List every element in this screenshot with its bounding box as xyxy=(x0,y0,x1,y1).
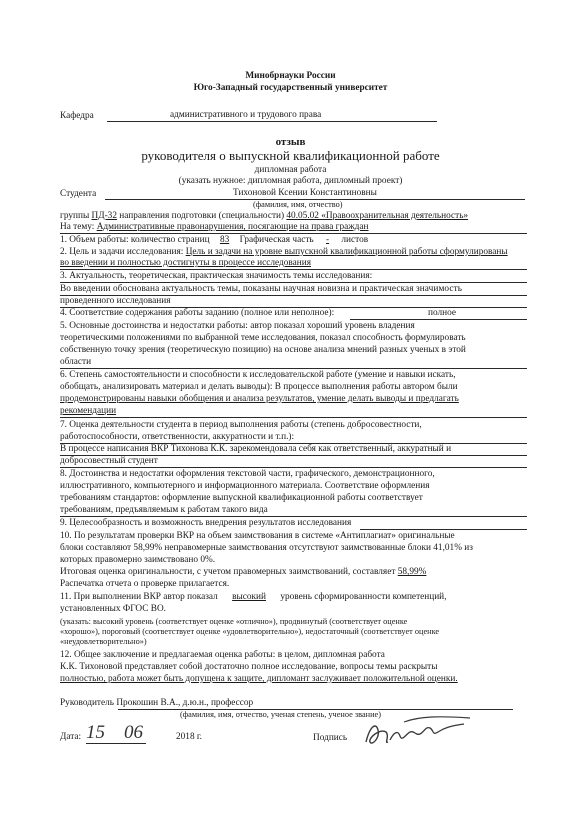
item-10-text-5: Распечатка отчета о проверке прилагается. xyxy=(60,579,230,589)
item-8-text-3: требованиям стандартов: оформление выпускной квалификационной работы соответствует xyxy=(60,493,423,503)
item-7-underline-2 xyxy=(60,467,527,468)
item-7-text-1: 7. Оценка деятельности студента в период выполнения работы (степень добросовестности, xyxy=(60,420,422,430)
department-value: административного и трудового права xyxy=(170,110,322,120)
topic-line xyxy=(60,222,369,233)
item-7-text-4: добросовестный студент xyxy=(60,456,158,466)
originality-percent: 58,99% xyxy=(397,567,427,577)
item-11-note-1: (указать: высокий уровень (соответствует оценке «отлично»), продвинутый (соответствует оценке xyxy=(60,617,408,626)
topic-value: Административные правонарушения, посягающие на права граждан xyxy=(96,222,369,232)
item-10-text-3: которых правомерно заимствовано 0%. xyxy=(60,555,216,565)
item-2-label: 2. Цель и задачи исследования: xyxy=(60,247,184,257)
item-6-text-4: рекомендации xyxy=(60,406,117,416)
handwritten-signature xyxy=(360,712,480,754)
supervisor-hint: (фамилия, имя, отчество, ученая степень, ученое звание) xyxy=(180,710,381,719)
item-2-underline xyxy=(60,269,527,270)
supervisor-line xyxy=(60,698,253,709)
item-11-note-3: «неудовлетворительно») xyxy=(60,637,147,646)
department-label: Кафедра xyxy=(60,111,94,121)
item-11-label: 11. При выполнении ВКР автор показал xyxy=(60,592,218,602)
item-1-graphics-label: Графическая часть xyxy=(239,235,314,245)
work-type-hint: (указать нужное: дипломная работа, дипломный проект) xyxy=(178,176,403,186)
item-8-text-4: требованиям, предъявляемым к работам такого вида xyxy=(60,505,268,515)
item-12-text-3: полностью, работа может быть допущена к защите, дипломант заслуживает положительной оценки. xyxy=(60,674,458,684)
item-8-underline xyxy=(60,516,527,517)
item-12-text-2: К.К. Тихоновой представляет собой достаточно полное исследование, вопросы темы раскрыты xyxy=(60,662,438,672)
item-10-text-2: блоки составляют 58,99% неправомерные заимствования отсутствуют заимствованные блоки 41,01% из xyxy=(60,543,473,553)
department-underline xyxy=(107,121,437,122)
item-10-text-4 xyxy=(60,567,426,578)
item-6-text-2: обобщать, анализировать материал и делать выводы): В процессе выполнения работы автором были xyxy=(60,382,458,392)
supervisor-label: Руководитель xyxy=(60,698,114,708)
specialty-label: направления подготовки (специальности) xyxy=(119,211,285,221)
topic-label: На тему: xyxy=(60,222,95,232)
document-title: отзыв xyxy=(275,136,306,148)
item-11-note-2: «хорошо»), пороговый (соответствует оценке «удовлетворительно»), недостаточный (соответствует оценке xyxy=(60,627,440,636)
item-3-text-1: Во введении обоснована актуальность темы, показаны научная новизна и практическая значимость xyxy=(60,284,463,294)
topic-underline xyxy=(60,233,527,234)
specialty-value: 40.05.02 «Правоохранительная деятельность» xyxy=(286,211,469,221)
item-3-text-2: проведенного исследования xyxy=(60,296,171,306)
document-subtitle: руководителя о выпускной квалификационной работе xyxy=(141,148,440,163)
item-11-label-end: уровень сформированности компетенций, xyxy=(280,592,447,602)
group-value: ПД-32 xyxy=(91,211,117,221)
item-6-text-1: 6. Степень самостоятельности и способности к исследовательской работе (умение и навыки искать, xyxy=(60,370,456,380)
item-4-underline xyxy=(350,319,527,320)
work-type: дипломная работа xyxy=(254,165,327,175)
item-2-text-1: Цель и задачи на уровне выпускной квалификационной работы сформулированы xyxy=(185,247,508,257)
date-underline xyxy=(86,743,146,744)
item-3-heading: 3. Актуальность, теоретическая, практическая значимость темы исследования: xyxy=(60,271,373,281)
page-count: 83 xyxy=(219,235,230,245)
item-3-underline-0 xyxy=(60,282,527,283)
date-day: 15 xyxy=(86,722,105,743)
item-1-label: 1. Объем работы: количество страниц xyxy=(60,235,210,245)
group-label: группы xyxy=(60,211,90,221)
date-label: Дата: xyxy=(60,732,82,742)
item-6-underline xyxy=(60,417,527,418)
date-month: 06 xyxy=(124,722,143,743)
item-6-text-3: продемонстрированы навыки обобщения и анализа результатов, умение делать выводы и предлагать xyxy=(60,394,459,404)
ministry-header: Минобрнауки России xyxy=(245,71,336,81)
originality-label: Итоговая оценка оригинальности, с учетом правомерных заимствований, составляет xyxy=(60,567,396,577)
item-7-text-2: работоспособности, ответственности, аккуратности и т.п.): xyxy=(60,432,295,442)
item-9-underline xyxy=(360,529,527,530)
item-5-text-4: области xyxy=(60,357,92,367)
item-7-text-3: В процессе написания ВКР Тихонова К.К. зарекомендовала себя как ответственный, аккуратный и xyxy=(60,444,452,454)
supervisor-value: Прокошин В.А., д.ю.н., профессор xyxy=(116,698,254,708)
signature-label: Подпись xyxy=(313,733,348,743)
item-5-text-3: собственную точку зрения (теоретическую позицию) на основе анализа мнений разных ученых в этой xyxy=(60,345,466,355)
item-2-text-2: во введении и полностью достигнуты в процессе исследования xyxy=(60,258,311,268)
item-2 xyxy=(60,247,508,258)
item-5-text-2: теоретическими положениями по выбранной теме исследования, показал способность формулировать xyxy=(60,333,466,343)
item-9-text: 9. Целесообразность и возможность внедрения результатов исследования xyxy=(60,518,352,528)
item-11-text-2: установленных ФГОС ВО. xyxy=(60,604,166,614)
item-1-sheets: листов xyxy=(341,235,369,245)
item-5-text-1: 5. Основные достоинства и недостатки работы: автор показал хороший уровень владения xyxy=(60,321,415,331)
group-line xyxy=(60,211,468,222)
item-8-text-2: иллюстративного, компьютерного и информационного материала. Соответствие оформления xyxy=(60,481,430,491)
student-name: Тихоновой Ксении Константиновны xyxy=(233,188,377,198)
item-1 xyxy=(60,235,368,246)
date-year: 2018 г. xyxy=(176,732,203,742)
item-4-label: 4. Соответствие содержания работы заданию (полное или неполное): xyxy=(60,308,335,318)
item-4-value: полное xyxy=(428,308,457,318)
item-11-text-1 xyxy=(60,592,446,603)
item-5-underline xyxy=(60,368,527,369)
student-label: Студента xyxy=(60,189,97,199)
graphics-count: - xyxy=(325,235,330,245)
item-12-text-1: 12. Общее заключение и предлагаемая оценка работы: в целом, дипломная работа xyxy=(60,650,385,660)
competence-level: высокий xyxy=(232,592,266,602)
item-10-text-1: 10. По результатам проверки ВКР на объем заимствования в системе «Антиплагиат» оригинальные xyxy=(60,531,455,541)
student-hint: (фамилия, имя, отчество) xyxy=(253,200,343,209)
item-8-text-1: 8. Достоинства и недостатки оформления текстовой части, графического, демонстрационного, xyxy=(60,469,435,479)
university-header: Юго-Западный государственный университет xyxy=(193,83,388,93)
